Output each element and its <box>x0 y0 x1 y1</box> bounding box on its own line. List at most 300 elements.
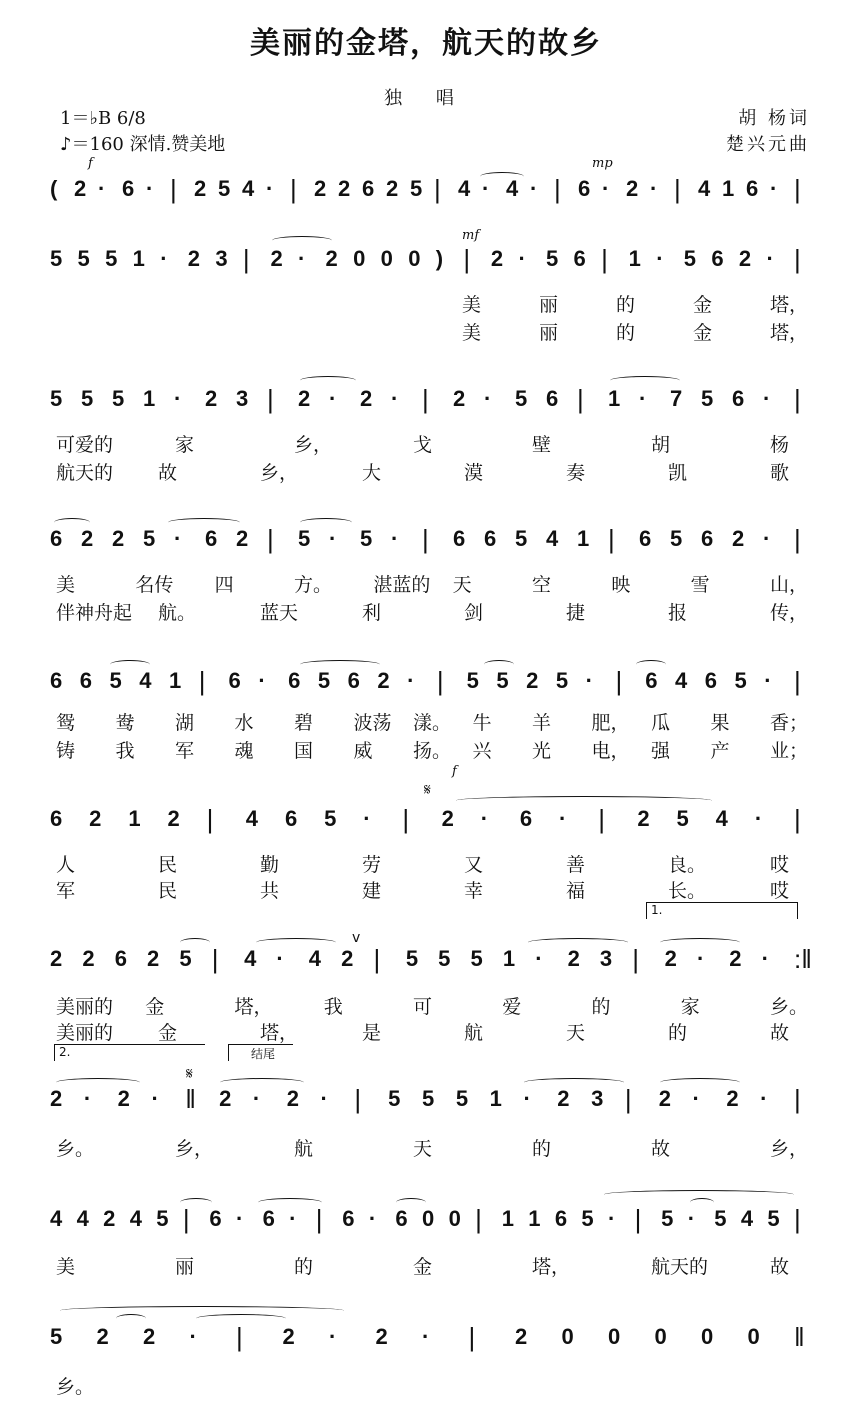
note: 5 <box>422 1086 435 1111</box>
notation-line-4 <box>0 526 852 556</box>
note: 2 <box>167 806 180 831</box>
barline: | <box>236 1322 243 1352</box>
lyric-word: 金 <box>158 1022 178 1044</box>
lyric-word: 乡。 <box>56 1376 95 1398</box>
note: 6 <box>546 386 559 411</box>
lyric-word: 我 <box>115 740 135 762</box>
lyric-word: 湛蓝的 <box>373 574 431 596</box>
slur <box>300 660 380 669</box>
barline: | <box>422 524 429 554</box>
note: 2 <box>112 526 125 551</box>
lyric-word: 波荡 <box>353 712 392 734</box>
lyric-word: 勤 <box>260 854 280 876</box>
lyric-word: 塔， <box>770 322 809 344</box>
note: 6 <box>746 176 759 201</box>
note: 5 <box>555 668 569 693</box>
lyric-word: 壁 <box>532 434 552 456</box>
lyric-word: 美 <box>56 574 76 596</box>
note: 2 <box>314 176 327 201</box>
note: 1 <box>608 386 621 411</box>
note: 1 <box>722 176 735 201</box>
barline: | <box>615 666 623 696</box>
lyric-word: 是 <box>362 1022 382 1044</box>
lyric-word: 共 <box>260 880 280 902</box>
note: 5 <box>515 526 528 551</box>
augmentation-dot: · <box>535 946 543 971</box>
augmentation-dot: · <box>530 176 538 201</box>
lyric-word: 家 <box>680 996 700 1018</box>
augmentation-dot: · <box>252 1086 261 1111</box>
note: 6 <box>288 668 301 693</box>
slur <box>660 938 740 947</box>
lyric-word: 捷 <box>566 602 586 624</box>
lyric-word: 故 <box>770 1022 790 1044</box>
note: 6 <box>578 176 591 201</box>
note: 0 <box>408 246 421 271</box>
note: 4 <box>50 1206 63 1231</box>
augmentation-dot: · <box>189 1324 197 1349</box>
augmentation-dot: · <box>754 806 763 831</box>
barline: | <box>475 1204 482 1234</box>
note: 2 <box>526 668 539 693</box>
slur <box>180 1198 212 1207</box>
note: 1 <box>528 1206 541 1231</box>
note: 6 <box>79 668 92 693</box>
note: 2 <box>270 246 283 271</box>
augmentation-dot: · <box>391 386 399 411</box>
lyric-word: 民 <box>158 854 178 876</box>
note: 4 <box>674 668 688 693</box>
note: 5 <box>410 176 423 201</box>
lyric-word: 强 <box>651 740 671 762</box>
song-title: 美丽的金塔，航天的故乡 <box>250 26 602 61</box>
lyric-word: 香； <box>770 712 809 734</box>
barline: | <box>170 174 177 204</box>
note: 0 <box>561 1324 574 1349</box>
segno-mark: 𝄋 <box>424 780 431 799</box>
slur <box>54 518 90 527</box>
augmentation-dot: · <box>692 1086 700 1111</box>
note: 5 <box>179 946 192 971</box>
key-signature: 1＝♭B 6/8 <box>60 108 146 129</box>
barline: | <box>463 244 471 274</box>
augmentation-dot: · <box>480 806 489 831</box>
augmentation-dot: · <box>83 1086 92 1111</box>
subtitle-solo: 独 唱 <box>384 88 468 109</box>
note: 4 <box>546 526 559 551</box>
augmentation-dot: · <box>696 946 705 971</box>
note: 2 <box>282 1324 295 1349</box>
slur <box>258 1198 322 1207</box>
note: 5 <box>298 526 311 551</box>
augmentation-dot: · <box>422 1324 430 1349</box>
lyric-word: 美丽的 <box>56 996 114 1018</box>
note: 4 <box>245 806 259 831</box>
lyric-word: 善 <box>566 854 586 876</box>
barline: | <box>794 804 801 834</box>
lyric-word: 美 <box>56 1256 76 1278</box>
note: 5 <box>466 668 479 693</box>
lyric-word: 丽 <box>175 1256 195 1278</box>
note: 2 <box>453 386 466 411</box>
lyric-word: 航天的 <box>56 462 114 484</box>
note: 2 <box>50 946 63 971</box>
note: 2 <box>82 946 95 971</box>
note: 5 <box>455 1086 469 1111</box>
lyric-word: 航天的 <box>651 1256 709 1278</box>
lyric-word: 故 <box>651 1138 671 1160</box>
lyric-word: 鸳 <box>56 712 76 734</box>
barline: | <box>242 244 250 274</box>
lyric-word: 天 <box>566 1022 586 1044</box>
lyric-word: 漠 <box>464 462 484 484</box>
lyric-word: 利 <box>362 602 382 624</box>
augmentation-dot: · <box>484 386 492 411</box>
note: 2 <box>341 946 354 971</box>
barline: | <box>634 1204 642 1234</box>
lyric-word: 的 <box>294 1256 314 1278</box>
dynamic-f-refrain: f <box>452 764 457 779</box>
lyric-word: 航。 <box>158 602 197 624</box>
notation-line-2 <box>0 246 852 276</box>
note: 4 <box>715 806 728 831</box>
note: 2 <box>286 1086 299 1111</box>
lyric-word: 丽 <box>539 322 559 344</box>
lyric-word: 劳 <box>362 854 382 876</box>
slur <box>180 938 210 947</box>
note: 2 <box>325 246 338 271</box>
note: 4 <box>244 946 257 971</box>
volta-second-ending <box>54 1044 205 1061</box>
note: 6 <box>342 1206 355 1231</box>
augmentation-dot: · <box>258 668 266 693</box>
note: 1 <box>128 806 141 831</box>
slur <box>272 236 332 245</box>
augmentation-dot: · <box>760 1086 768 1111</box>
barline: | <box>422 384 429 414</box>
note: 6 <box>50 806 63 831</box>
lyric-word: 塔， <box>260 1022 299 1044</box>
barline: | <box>198 666 206 696</box>
lyric-word: 故 <box>158 462 178 484</box>
note: 5 <box>438 946 451 971</box>
barline: | <box>402 804 410 834</box>
note: 2 <box>147 946 160 971</box>
note: 4 <box>242 176 255 201</box>
barline: | <box>434 174 441 204</box>
lyric-word: 爱 <box>502 996 522 1018</box>
lyric-word: 业； <box>770 740 809 762</box>
barline: :‖ <box>794 944 812 974</box>
augmentation-dot: · <box>602 176 610 201</box>
note: 3 <box>236 386 249 411</box>
augmentation-dot: · <box>368 1206 377 1231</box>
slur <box>690 1198 714 1207</box>
lyric-word: 可 <box>413 996 433 1018</box>
lyric-word: 肥， <box>591 712 630 734</box>
slur <box>610 376 680 385</box>
lyric-word: 乡。 <box>56 1138 95 1160</box>
augmentation-dot: · <box>329 526 337 551</box>
lyric-word: 故 <box>770 1256 790 1278</box>
slur <box>484 660 514 669</box>
note: 6 <box>701 526 714 551</box>
barline: | <box>794 174 801 204</box>
lyric-word: 威 <box>353 740 373 762</box>
lyric-word: 戈 <box>413 434 433 456</box>
note: 5 <box>515 386 528 411</box>
notation-line-3 <box>0 386 852 416</box>
note: 0 <box>380 246 393 271</box>
note: 2 <box>557 1086 570 1111</box>
lyric-word: 乡。 <box>770 996 809 1018</box>
barline: | <box>211 944 219 974</box>
lyric-word: 塔， <box>770 294 809 316</box>
note: 5 <box>360 526 373 551</box>
note: 5 <box>50 1324 63 1349</box>
lyric-word: 名传 <box>135 574 174 596</box>
lyric-word: 可爱的 <box>56 434 114 456</box>
augmentation-dot: · <box>766 246 774 271</box>
note: 6 <box>639 526 652 551</box>
note: 2 <box>187 246 201 271</box>
note: 6 <box>711 246 724 271</box>
lyric-word: 天 <box>452 574 472 596</box>
note: 5 <box>734 668 747 693</box>
barline: | <box>182 1204 190 1234</box>
coda-bracket <box>228 1044 293 1061</box>
note: 5 <box>546 246 559 271</box>
lyric-word: 乡， <box>294 434 333 456</box>
lyric-word: 凯 <box>668 462 688 484</box>
tempo-marking: ♪＝160 深情.赞美地 <box>60 134 226 155</box>
lyric-word: 瓜 <box>651 712 671 734</box>
note: 0 <box>747 1324 760 1349</box>
note: 5 <box>50 386 63 411</box>
volta-1-label: 1. <box>651 903 663 917</box>
augmentation-dot: · <box>174 386 182 411</box>
slur <box>480 172 524 181</box>
lyric-word: 丽 <box>539 294 559 316</box>
note: ( <box>50 176 58 201</box>
barline: | <box>632 944 640 974</box>
slur <box>524 1078 624 1087</box>
note: 2 <box>117 1086 130 1111</box>
barline: ‖ <box>185 1084 197 1114</box>
augmentation-dot: · <box>298 246 306 271</box>
barline: | <box>794 524 801 554</box>
lyric-word: 美 <box>462 294 482 316</box>
augmentation-dot: · <box>482 176 490 201</box>
note: 2 <box>103 1206 116 1231</box>
note: 6 <box>284 806 298 831</box>
note: 4 <box>458 176 471 201</box>
lyric-word: 蓝天 <box>260 602 299 624</box>
note: 6 <box>554 1206 568 1231</box>
note: 5 <box>714 1206 727 1231</box>
note: 1 <box>489 1086 502 1111</box>
note: 5 <box>661 1206 674 1231</box>
note: 0 <box>608 1324 621 1349</box>
note: 5 <box>701 386 714 411</box>
dynamic-f-intro: f <box>88 156 93 171</box>
note: 3 <box>215 246 228 271</box>
notation-line-7 <box>0 946 852 976</box>
note: 7 <box>670 386 683 411</box>
augmentation-dot: · <box>639 386 647 411</box>
augmentation-dot: · <box>174 526 182 551</box>
lyric-word: 伴神舟起 <box>56 602 133 624</box>
lyric-word: 国 <box>294 740 314 762</box>
note: 2 <box>143 1324 156 1349</box>
barline: | <box>624 1084 632 1114</box>
slur <box>300 518 352 527</box>
lyric-word: 的 <box>616 322 636 344</box>
lyric-word: 长。 <box>668 880 707 902</box>
note: 2 <box>298 386 311 411</box>
note: 2 <box>664 946 677 971</box>
note: 2 <box>375 1324 388 1349</box>
lyric-word: 奏 <box>566 462 586 484</box>
note: 4 <box>129 1206 142 1231</box>
lyric-word: 乡， <box>260 462 299 484</box>
lyric-word: 电， <box>591 740 630 762</box>
note: 4 <box>698 176 711 201</box>
lyric-word: 乡， <box>175 1138 214 1160</box>
notation-line-10 <box>0 1324 852 1354</box>
note: 6 <box>114 946 127 971</box>
note: 4 <box>506 176 519 201</box>
note: 2 <box>490 246 504 271</box>
note: 5 <box>767 1206 780 1231</box>
note: 6 <box>209 1206 222 1231</box>
barline: | <box>354 1084 362 1114</box>
lyric-word: 羊 <box>532 712 552 734</box>
lyric-word: 军 <box>175 740 195 762</box>
augmentation-dot: · <box>761 946 769 971</box>
augmentation-dot: · <box>363 806 371 831</box>
note: 2 <box>194 176 207 201</box>
notation-line-8 <box>0 1086 852 1116</box>
augmentation-dot: · <box>320 1086 328 1111</box>
augmentation-dot: · <box>650 176 658 201</box>
lyric-word: 的 <box>591 996 611 1018</box>
note: 6 <box>262 1206 275 1231</box>
notation-line-6 <box>0 806 852 836</box>
volta-first-ending <box>646 902 798 919</box>
lyric-word: 又 <box>464 854 484 876</box>
barline: ‖ <box>794 1322 805 1352</box>
barline: | <box>674 174 681 204</box>
augmentation-dot: · <box>585 668 593 693</box>
note: 5 <box>670 526 683 551</box>
lyric-word: 大 <box>362 462 382 484</box>
note: 5 <box>496 668 509 693</box>
augmentation-dot: · <box>770 176 778 201</box>
note: 6 <box>50 526 63 551</box>
lyric-word: 牛 <box>472 712 492 734</box>
breath-mark: v <box>352 930 361 946</box>
augmentation-dot: · <box>608 1206 616 1231</box>
slur <box>300 376 356 385</box>
note: 0 <box>654 1324 667 1349</box>
note: 2 <box>74 176 87 201</box>
barline: | <box>315 1204 323 1234</box>
lyric-word: 塔， <box>234 996 273 1018</box>
note: 5 <box>317 668 331 693</box>
note: 2 <box>515 1324 528 1349</box>
note: 2 <box>81 526 94 551</box>
lyric-word: 传， <box>770 602 809 624</box>
note: 0 <box>448 1206 461 1231</box>
note: 5 <box>156 1206 169 1231</box>
lyric-word: 雪 <box>690 574 710 596</box>
note: 4 <box>139 668 152 693</box>
lyric-word: 金 <box>693 322 713 344</box>
lyric-word: 光 <box>532 740 552 762</box>
augmentation-dot: · <box>276 946 284 971</box>
note: 6 <box>573 246 586 271</box>
lyric-word: 映 <box>611 574 631 596</box>
augmentation-dot: · <box>236 1206 244 1231</box>
augmentation-dot: · <box>523 1086 531 1111</box>
barline: | <box>794 1084 801 1114</box>
note: 5 <box>50 246 63 271</box>
dynamic-mp: mp <box>592 156 613 171</box>
barline: | <box>794 666 801 696</box>
lyric-word: 魂 <box>234 740 254 762</box>
note: 0 <box>422 1206 435 1231</box>
note: 6 <box>645 668 658 693</box>
lyric-word: 兴 <box>472 740 492 762</box>
lyric-word: 金 <box>145 996 165 1018</box>
note: 1 <box>577 526 590 551</box>
lyricist-credit: 胡 杨词 <box>738 108 810 129</box>
slur <box>196 1314 286 1323</box>
note: ) <box>435 246 444 271</box>
note: 5 <box>81 386 94 411</box>
lyric-word: 四 <box>214 574 234 596</box>
lyric-word: 人 <box>56 854 76 876</box>
note: 5 <box>143 526 156 551</box>
slur <box>396 1198 426 1207</box>
slur <box>528 938 628 947</box>
lyric-word: 我 <box>323 996 343 1018</box>
note: 5 <box>683 246 697 271</box>
lyric-word: 的 <box>668 1022 688 1044</box>
lyric-word: 家 <box>175 434 195 456</box>
note: 6 <box>453 526 466 551</box>
note: 1 <box>628 246 641 271</box>
note: 5 <box>388 1086 401 1111</box>
barline: | <box>373 944 381 974</box>
lyric-word: 航 <box>294 1138 314 1160</box>
lyric-word: 塔， <box>532 1256 571 1278</box>
note: 6 <box>205 526 218 551</box>
segno-mark-2: 𝄋 <box>186 1064 193 1083</box>
note: 1 <box>502 946 516 971</box>
note: 6 <box>732 386 745 411</box>
lyric-word: 扬。 <box>413 740 452 762</box>
note: 5 <box>405 946 419 971</box>
lyric-word: 空 <box>532 574 552 596</box>
note: 5 <box>105 246 118 271</box>
note: 2 <box>50 1086 63 1111</box>
note: 0 <box>353 246 366 271</box>
augmentation-dot: · <box>391 526 399 551</box>
lyric-word: 胡 <box>651 434 671 456</box>
lyric-word: 乡， <box>770 1138 809 1160</box>
